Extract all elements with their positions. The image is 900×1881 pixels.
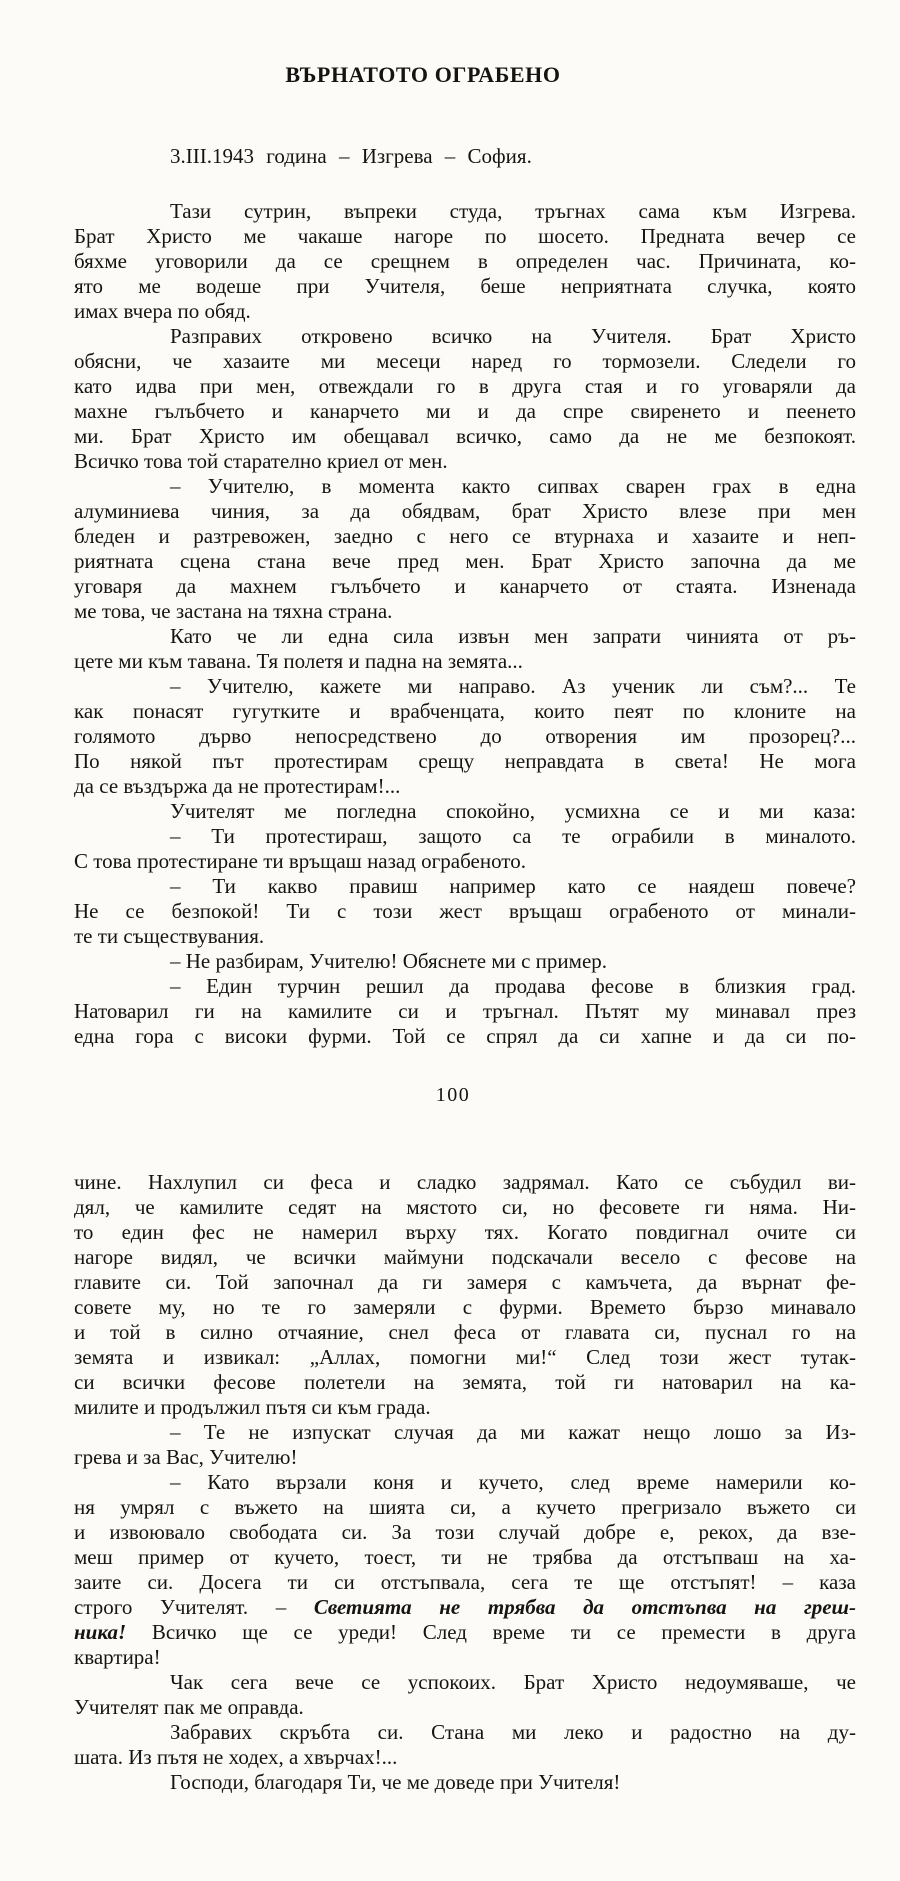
text-line: С това протестиране ти връщаш назад ограбеното. [74,849,526,873]
text-line: уговаря да махнем гълъбчето и канарчето от стаята. Изненада [74,574,856,598]
text-line: една гора с високи фурми. Той се спрял да си хапне и да си по- [74,1024,856,1048]
text-line: Всичко това той старателно криел от мен. [74,449,448,473]
text-line: ме това, че застана на тяхна страна. [74,599,393,623]
page-number: 100 [435,1084,471,1106]
text-line: и извоювало свободата си. За този случай добре е, рекох, да взе- [74,1520,856,1544]
text-line: главите си. Той започнал да ги замеря с камъчета, да върнат фе- [74,1270,856,1294]
text-line: как понасят гугутките и врабченцата, които пеят по клоните на [74,699,856,723]
text-line: – Един турчин решил да продава фесове в близкия град. [170,974,856,998]
text-line: ника! Всичко ще се уреди! След време ти се премести в друга [74,1620,856,1644]
dateline: 3.III.1943 година – Изгрева – София. [170,144,532,168]
emphasized-text: ника! [74,1620,127,1644]
text-line: – Не разбирам, Учителю! Обяснете ми с пример. [170,949,608,973]
page-title: ВЪРНАТОТО ОГРАБЕНО [285,62,561,87]
text-line: – Те не изпускат случая да ми кажат нещо лошо за Из- [170,1420,856,1444]
text-line: квартира! [74,1645,161,1669]
text-line: Учителят ме погледна спокойно, усмихна се и ми каза: [170,799,856,823]
text-line: имах вчера по обяд. [74,299,251,323]
text-line: – Като вързали коня и кучето, след време намерили ко- [170,1470,856,1494]
text-line: ня умрял с въжето на шията си, а кучето прегризало въжето си [74,1495,856,1519]
text-line: и той в силно отчаяние, снел феса от главата си, пуснал го на [74,1320,856,1344]
text-line: Забравих скръбта си. Стана ми леко и радостно на ду- [170,1720,856,1744]
text-line: Господи, благодаря Ти, че ме доведе при Учителя! [170,1770,621,1794]
text-line: – Ти какво правиш например като се наядеш повече? [170,874,856,898]
text-block-lower [74,1170,856,1795]
text-line: ми. Брат Христо им обещавал всичко, само да не ме безпокоят. [74,424,856,448]
text-line: махне гълъбчето и канарчето ми и да спре свиренето и пеенето [74,399,856,423]
text-block-upper [74,199,856,1049]
text-line: обясни, че хазаите ми месеци наред го тормозели. Следели го [74,349,856,373]
text-line: Като че ли една сила извън мен запрати чинията от ръ- [170,624,856,648]
text-line: чине. Нахлупил си феса и сладко задрямал. Като се събудил ви- [74,1170,856,1194]
text-line: Брат Христо ме чакаше нагоре по шосето. Предната вечер се [74,224,856,248]
text-line: бледен и разтревожен, заедно с него се втурнаха и хазаите и неп- [74,524,856,548]
text-line: като идва при мен, отвеждали го в друга стая и го уговаряли да [74,374,856,398]
text-line: нагоре видял, че всички маймуни подскачали весело с фесове на [74,1245,856,1269]
text-line: – Учителю, в момента както сипвах сварен грах в една [170,474,856,498]
text-line: милите и продължил пътя си към града. [74,1395,431,1419]
text-line: те ти съществувания. [74,924,265,948]
text-line: Не се безпокой! Ти с този жест връщаш ограбеното от минали- [74,899,856,923]
text-line: Чак сега вече се успокоих. Брат Христо недоумяваше, че [170,1670,856,1694]
text-line: – Учителю, кажете ми направо. Аз ученик ли съм?... Те [170,674,856,698]
text-line: По някой път протестирам срещу неправдата в света! Не мога [74,749,856,773]
text-line: меш пример от кучето, тоест, ти не трябва да отстъпваш на ха- [74,1545,856,1569]
emphasized-text: Светията не трябва да отстъпва на греш- [313,1595,856,1619]
text-line: земята и извикал: „Аллах, помогни ми!“ След този жест тутак- [74,1345,856,1369]
text-line: цете ми към тавана. Тя полетя и падна на земята... [74,649,523,673]
text-line: да се въздържа да не протестирам!... [74,774,401,798]
text-line: риятната сцена стана вече пред мен. Брат Христо започна да ме [74,549,856,573]
text-line: заите си. Досега ти си отстъпвала, сега те ще отстъпят! – каза [74,1570,856,1594]
text-line: алуминиева чиния, за да обядвам, брат Христо влезе при мен [74,499,856,523]
text-line: Учителят пак ме оправда. [74,1695,304,1719]
text-line: Разправих откровено всичко на Учителя. Брат Христо [170,324,856,348]
text-line: строго Учителят. – Светията не трябва да отстъпва на греш- [74,1595,856,1619]
text-line: Тази сутрин, въпреки студа, тръгнах сама към Изгрева. [170,199,856,223]
text-line: голямото дърво непосредствено до отворения им прозорец?... [74,724,856,748]
text-line: Натоварил ги на камилите си и тръгнал. Пътят му минавал през [74,999,856,1023]
text-line: грева и за Вас, Учителю! [74,1445,298,1469]
text-line: ято ме водеше при Учителя, беше неприятната случка, която [74,274,856,298]
text-line: си всички фесове полетели на земята, той ги натоварил на ка- [74,1370,856,1394]
text-line: то един фес не намерил върху тях. Когато повдигнал очите си [74,1220,856,1244]
text-line: совете му, но те го замеряли с фурми. Времето бързо минавало [74,1295,856,1319]
text-line: бяхме уговорили да се срещнем в определен час. Причината, ко- [74,249,856,273]
text-line: дял, че камилите седят на мястото си, но фесовете ги няма. Ни- [74,1195,856,1219]
text-line: шата. Из пътя не ходех, а хвърчах!... [74,1745,398,1769]
text-line: – Ти протестираш, защото са те ограбили в миналото. [170,824,856,848]
